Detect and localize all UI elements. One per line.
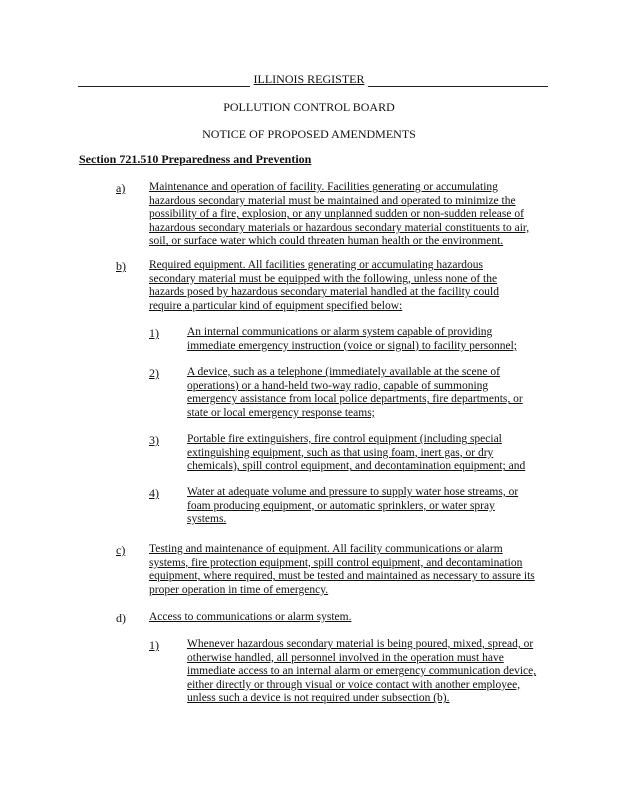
item-b-label: b) xyxy=(116,259,126,273)
item-c-label: c) xyxy=(116,543,126,557)
item-d-label: d) xyxy=(116,611,126,625)
section-title: Section 721.510 Preparedness and Prevention xyxy=(79,152,312,166)
item-b2-label: 2) xyxy=(149,366,159,380)
item-a-text: Maintenance and operation of facility. Facilities generating or accumulating hazardous secondary material must be maintained and operated to minimize the possibility of a fire, explosion, or any unplanned sudden or non-sudden release of hazardous secondary materials or hazardous secondary material constituents to air, soil, or surface water which could threaten human health or the environment. xyxy=(149,181,530,248)
item-d-text: Access to communications or alarm system. xyxy=(149,611,352,623)
item-b2-text: A device, such as a telephone (immediately available at the scene of operations) or a hand-held two-way radio, capable of summoning emergency assistance from local police departments, fire departments, or state or local emergency response teams; xyxy=(187,366,523,419)
item-b1-text: An internal communications or alarm system capable of providing immediate emergency instruction (voice or signal) to facility personnel; xyxy=(187,326,517,352)
item-a-label: a) xyxy=(116,181,126,195)
board-title: POLLUTION CONTROL BOARD xyxy=(223,100,395,114)
item-c-text: Testing and maintenance of equipment. All facility communications or alarm systems, fire protection equipment, spill control equipment, and decontamination equipment, where required, must be tested and maintained as necessary to assure its proper operation in time of emergency. xyxy=(149,543,535,596)
item-b3-label: 3) xyxy=(149,433,159,447)
item-b4-label: 4) xyxy=(149,486,159,500)
item-d1-text: Whenever hazardous secondary material is being poured, mixed, spread, or otherwise handled, all personnel involved in the operation must have immediate access to an internal alarm or emergency communication device, either directly or through visual or voice contact with another employee, unless such a device is not required under subsection (b). xyxy=(187,638,537,705)
item-b-text: Required equipment. All facilities generating or accumulating hazardous secondary material must be equipped with the following, unless none of the hazards posed by hazardous secondary material handled at the facility could require a particular kind of equipment specified below: xyxy=(149,259,499,312)
register-title: ILLINOIS REGISTER xyxy=(253,72,365,86)
item-d1-label: 1) xyxy=(149,638,159,652)
item-b3-text: Portable fire extinguishers, fire control equipment (including special extinguishing equipment, such as that using foam, inert gas, or dry chemicals), spill control equipment, and decontamination equipment; and xyxy=(187,433,526,473)
item-b1-label: 1) xyxy=(149,326,159,340)
item-b4-text: Water at adequate volume and pressure to supply water hose streams, or foam producing equipment, or automatic sprinklers, or water spray systems. xyxy=(187,486,519,526)
notice-title: NOTICE OF PROPOSED AMENDMENTS xyxy=(202,127,416,141)
